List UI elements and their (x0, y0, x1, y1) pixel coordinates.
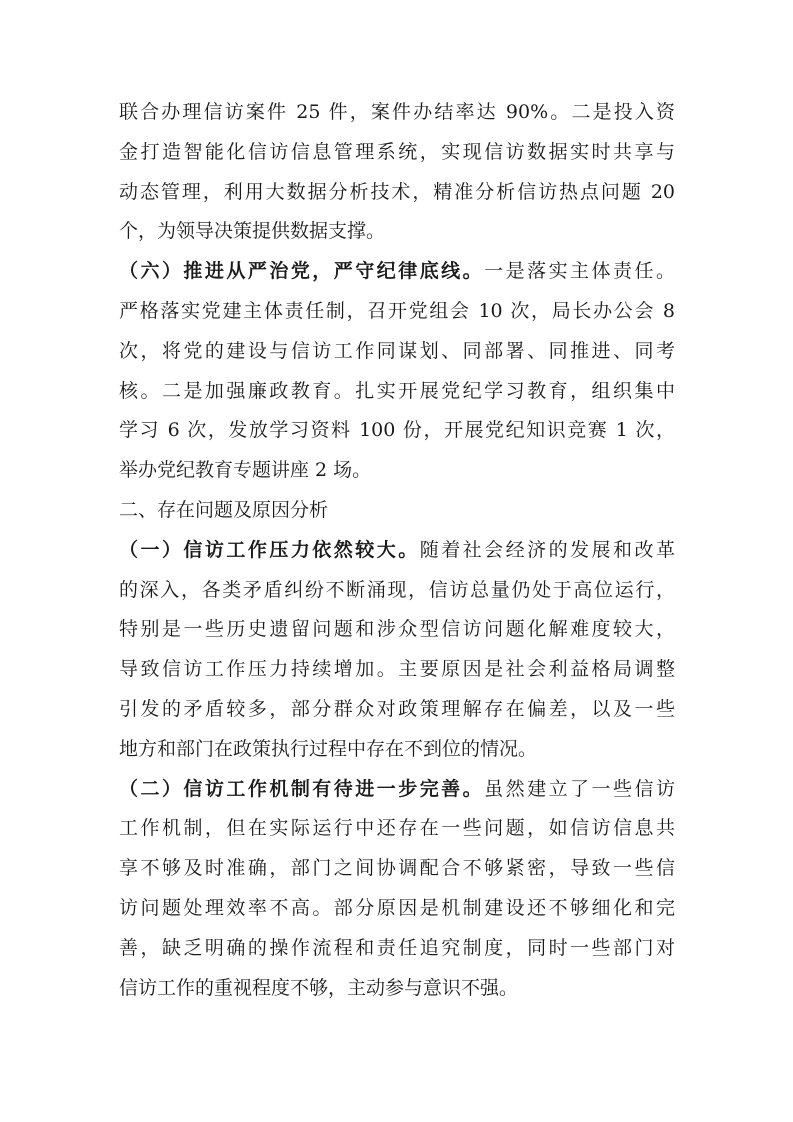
body-text: 次，将党的建设与信访工作同谋划、同部署、同推进、同考 (119, 340, 675, 362)
text-line (119, 657, 675, 681)
body-text: 动态管理，利用大数据分析技术，精准分析信访热点问题 20 (119, 181, 675, 203)
text-line (119, 697, 675, 721)
text-line (119, 259, 675, 283)
text-line (119, 219, 385, 243)
text-line (119, 816, 675, 840)
body-text: 联合办理信访案件 25 件，案件办结率达 90%。二是投入资 (119, 101, 675, 123)
text-line (119, 578, 675, 602)
body-text: 学习 6 次，发放学习资料 100 份，开展党纪知识竞赛 1 次， (119, 419, 675, 441)
body-text: 工作机制，但在实际运行中还存在一些问题，如信访信息共 (119, 817, 675, 839)
section-heading: （一）信访工作压力依然较大。 (119, 539, 420, 561)
text-line (119, 140, 675, 164)
body-text: 引发的矛盾较多，部分群众对政策理解存在偏差，以及一些 (119, 698, 675, 720)
section-heading: （二）信访工作机制有待进一步完善。 (119, 778, 485, 800)
body-text: 享不够及时准确，部门之间协调配合不够紧密，导致一些信 (119, 857, 675, 879)
body-text: 核。二是加强廉政教育。扎实开展党纪学习教育，组织集中 (119, 380, 675, 402)
body-text: 个，为领导决策提供数据支撑。 (119, 220, 386, 242)
body-text: 地方和部门在政策执行过程中存在不到位的情况。 (119, 738, 538, 760)
text-line (119, 299, 675, 323)
section-heading: （六）推进从严治党，严守纪律底线。 (119, 260, 485, 282)
text-line (119, 737, 537, 761)
text-line (119, 498, 328, 522)
text-line (119, 777, 675, 801)
text-line (119, 936, 675, 960)
text-line (119, 976, 518, 1000)
text-line (119, 100, 675, 124)
body-text: 特别是一些历史遗留问题和涉众型信访问题化解难度较大， (119, 618, 675, 640)
body-text: 二、存在问题及原因分析 (119, 499, 329, 521)
body-text: 信访工作的重视程度不够，主动参与意识不强。 (119, 977, 519, 999)
body-text: 善，缺乏明确的操作流程和责任追究制度，同时一些部门对 (119, 937, 675, 959)
text-line (119, 458, 371, 482)
body-text: 随着社会经济的发展和改革 (419, 539, 675, 561)
body-text: 的深入，各类矛盾纠纷不断涌现，信访总量仍处于高位运行， (119, 579, 675, 601)
text-line (119, 856, 675, 880)
body-text: 导致信访工作压力持续增加。主要原因是社会利益格局调整 (119, 658, 675, 680)
text-line (119, 617, 675, 641)
text-line (119, 418, 675, 442)
text-line (119, 896, 675, 920)
body-text: 虽然建立了一些信访 (484, 778, 675, 800)
text-line (119, 538, 675, 562)
text-line (119, 379, 675, 403)
body-text: 访问题处理效率不高。部分原因是机制建设还不够细化和完 (119, 897, 675, 919)
body-text: 举办党纪教育专题讲座 2 场。 (119, 459, 372, 481)
body-text: 金打造智能化信访信息管理系统，实现信访数据实时共享与 (119, 141, 675, 163)
body-text: 严格落实党建主体责任制，召开党组会 10 次，局长办公会 8 (119, 300, 675, 322)
text-line (119, 339, 675, 363)
body-text: 一是落实主体责任。 (484, 260, 675, 282)
text-line (119, 180, 675, 204)
